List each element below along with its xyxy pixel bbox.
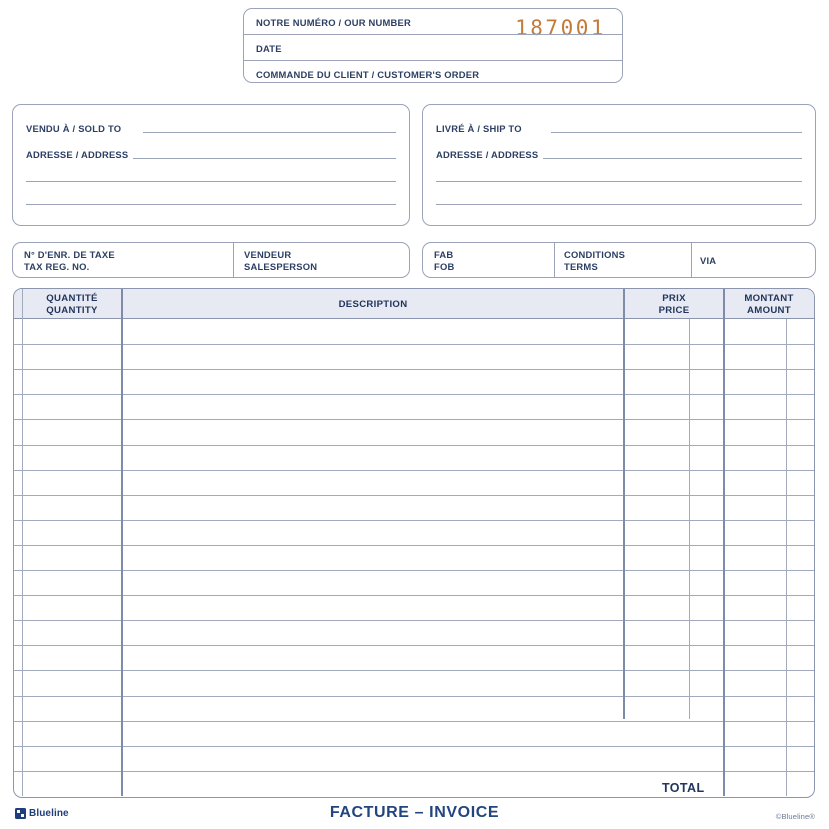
tax-reg-label-fr: N° D'ENR. DE TAXE xyxy=(24,249,115,260)
column-header-quantity-en: QUANTITY xyxy=(46,304,98,316)
fob-terms-divider xyxy=(554,243,555,277)
topbox-divider-2 xyxy=(244,60,622,61)
table-row-divider xyxy=(14,746,814,747)
table-row-divider xyxy=(14,696,814,697)
sold-to-address-label: ADRESSE / ADDRESS xyxy=(26,149,129,160)
total-label: TOTAL xyxy=(662,781,705,795)
sold-to-label: VENDU À / SOLD TO xyxy=(26,123,122,134)
column-header-price-en: PRICE xyxy=(658,304,690,316)
table-row-divider xyxy=(14,445,814,446)
tax-reg-label-en: TAX REG. NO. xyxy=(24,261,90,272)
via-label: VIA xyxy=(700,255,717,266)
ship-to-label: LIVRÉ À / SHIP TO xyxy=(436,123,522,134)
table-row-divider xyxy=(14,721,814,722)
terms-via-divider xyxy=(691,243,692,277)
table-row-divider xyxy=(14,470,814,471)
sold-to-box xyxy=(12,104,410,226)
tax-box-divider xyxy=(233,243,234,277)
column-header-quantity-fr: QUANTITÉ xyxy=(46,293,98,304)
table-column-divider xyxy=(121,289,123,796)
table-row-divider xyxy=(14,419,814,420)
table-row-divider xyxy=(14,771,814,772)
fob-label-fr: FAB xyxy=(434,249,454,260)
form-title: FACTURE – INVOICE xyxy=(329,804,500,821)
blueline-logo-text: Blueline xyxy=(29,808,69,819)
sold-to-name-rule xyxy=(143,132,396,133)
table-column-divider xyxy=(689,319,690,719)
ship-to-address-rule-2 xyxy=(436,181,802,182)
terms-label-fr: CONDITIONS xyxy=(564,249,626,260)
salesperson-label-fr: VENDEUR xyxy=(244,249,292,260)
column-header-amount-en: AMOUNT xyxy=(747,304,791,316)
table-row-divider xyxy=(14,620,814,621)
fob-terms-via-box xyxy=(422,242,816,278)
table-row-divider xyxy=(14,520,814,521)
customer-order-label: COMMANDE DU CLIENT / CUSTOMER'S ORDER xyxy=(256,69,480,80)
sold-to-address-rule-3 xyxy=(26,204,396,205)
table-row-divider xyxy=(14,495,814,496)
ship-to-address-label: ADRESSE / ADDRESS xyxy=(436,149,539,160)
copyright-notice: ©Blueline® xyxy=(775,812,815,821)
table-column-divider xyxy=(723,289,725,796)
tax-salesperson-box xyxy=(12,242,410,278)
ship-to-address-rule-3 xyxy=(436,204,802,205)
our-number-label: NOTRE NUMÉRO / OUR NUMBER xyxy=(256,17,411,28)
topbox-divider-1 xyxy=(244,34,622,35)
fob-label-en: FOB xyxy=(434,261,455,272)
table-row-divider xyxy=(14,645,814,646)
sold-to-address-rule-2 xyxy=(26,181,396,182)
terms-label-en: TERMS xyxy=(564,261,598,272)
ship-to-address-rule-1 xyxy=(543,158,802,159)
salesperson-label-en: SALESPERSON xyxy=(244,261,318,272)
table-row-divider xyxy=(14,595,814,596)
column-header-price-fr: PRIX xyxy=(662,293,686,304)
column-header-amount-fr: MONTANT xyxy=(744,293,794,304)
date-label: DATE xyxy=(256,43,282,54)
table-row-divider xyxy=(14,344,814,345)
table-row-divider xyxy=(14,394,814,395)
table-column-divider xyxy=(786,319,787,796)
invoice-number-box xyxy=(243,8,623,83)
table-row-divider xyxy=(14,670,814,671)
sold-to-address-rule-1 xyxy=(133,158,396,159)
table-row-divider xyxy=(14,369,814,370)
table-column-divider xyxy=(623,289,625,719)
table-column-divider xyxy=(22,289,23,796)
ship-to-box xyxy=(422,104,816,226)
ship-to-name-rule xyxy=(551,132,802,133)
our-number-value: 187001 xyxy=(515,16,606,40)
table-row-divider xyxy=(14,545,814,546)
line-items-table xyxy=(13,288,815,798)
table-row-divider xyxy=(14,570,814,571)
column-header-description: DESCRIPTION xyxy=(338,299,408,310)
